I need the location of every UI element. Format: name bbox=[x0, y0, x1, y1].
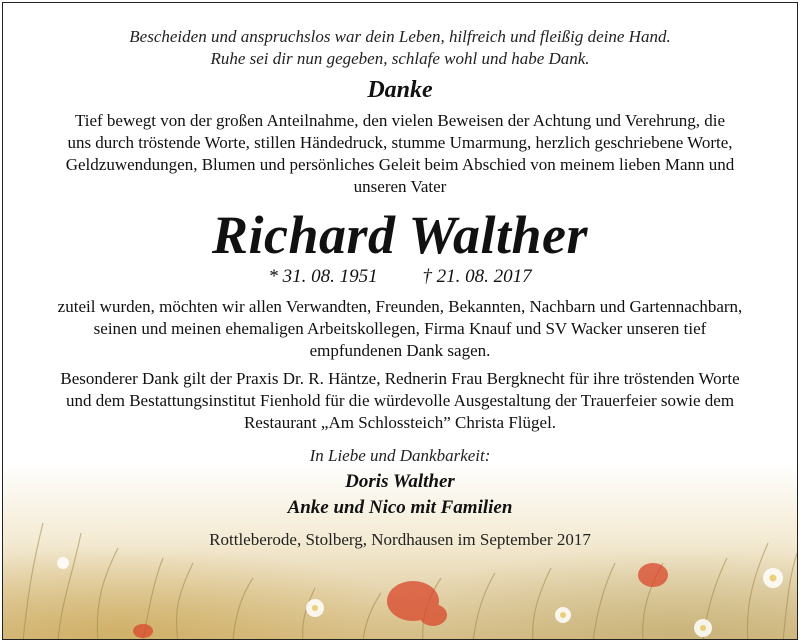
text-line: unseren Vater bbox=[353, 177, 447, 196]
text-line: zuteil wurden, möchten wir allen Verwandten, Freunden, Bekannten, Nachbarn und Gartennachbarn, bbox=[57, 297, 743, 316]
text-line: Restaurant „Am Schlossteich” Christa Flügel. bbox=[243, 413, 557, 432]
intro-paragraph bbox=[29, 110, 771, 198]
birth-date: * 31. 08. 1951 bbox=[268, 266, 378, 287]
text-line: seinen und meinen ehemaligen Arbeitskollegen, Firma Knauf und SV Wacker unseren tief bbox=[93, 319, 707, 338]
text-line: empfundenen Dank sagen. bbox=[309, 341, 491, 360]
thanks-heading: Danke bbox=[367, 77, 433, 103]
text-line: Besonderer Dank gilt der Praxis Dr. R. Häntze, Rednerin Frau Bergknecht für ihre tröstenden Worte bbox=[60, 369, 740, 388]
closing-line: In Liebe und Dankbarkeit: bbox=[309, 446, 491, 465]
deceased-name: Richard Walther bbox=[211, 205, 589, 265]
text-line: und dem Bestattungsinstitut Fienhold für die würdevolle Ausgestaltung der Trauerfeier sowie dem bbox=[65, 391, 735, 410]
obituary-notice bbox=[2, 2, 798, 640]
thanks-paragraph bbox=[29, 296, 771, 362]
text-line: Tief bewegt von der großen Anteilnahme, den vielen Beweisen der Achtung und Verehrung, die bbox=[74, 111, 726, 130]
verse bbox=[3, 26, 797, 70]
text-line: Geldzuwendungen, Blumen und persönliches Geleit beim Abschied von meinem lieben Mann und bbox=[65, 155, 735, 174]
verse-line: Bescheiden und anspruchslos war dein Leben, hilfreich und fleißig deine Hand. bbox=[129, 27, 671, 46]
special-thanks-paragraph bbox=[29, 368, 771, 434]
signature-primary: Doris Walther bbox=[345, 471, 455, 492]
place-date: Rottleberode, Stolberg, Nordhausen im September 2017 bbox=[209, 530, 591, 549]
life-dates bbox=[3, 264, 797, 290]
death-date: † 21. 08. 2017 bbox=[422, 266, 532, 287]
signature-family: Anke und Nico mit Familien bbox=[287, 497, 513, 518]
verse-line: Ruhe sei dir nun gegeben, schlafe wohl und habe Dank. bbox=[210, 49, 590, 68]
text-line: uns durch tröstende Worte, stillen Händedruck, stumme Umarmung, herzlich geschriebene Worte, bbox=[67, 133, 733, 152]
